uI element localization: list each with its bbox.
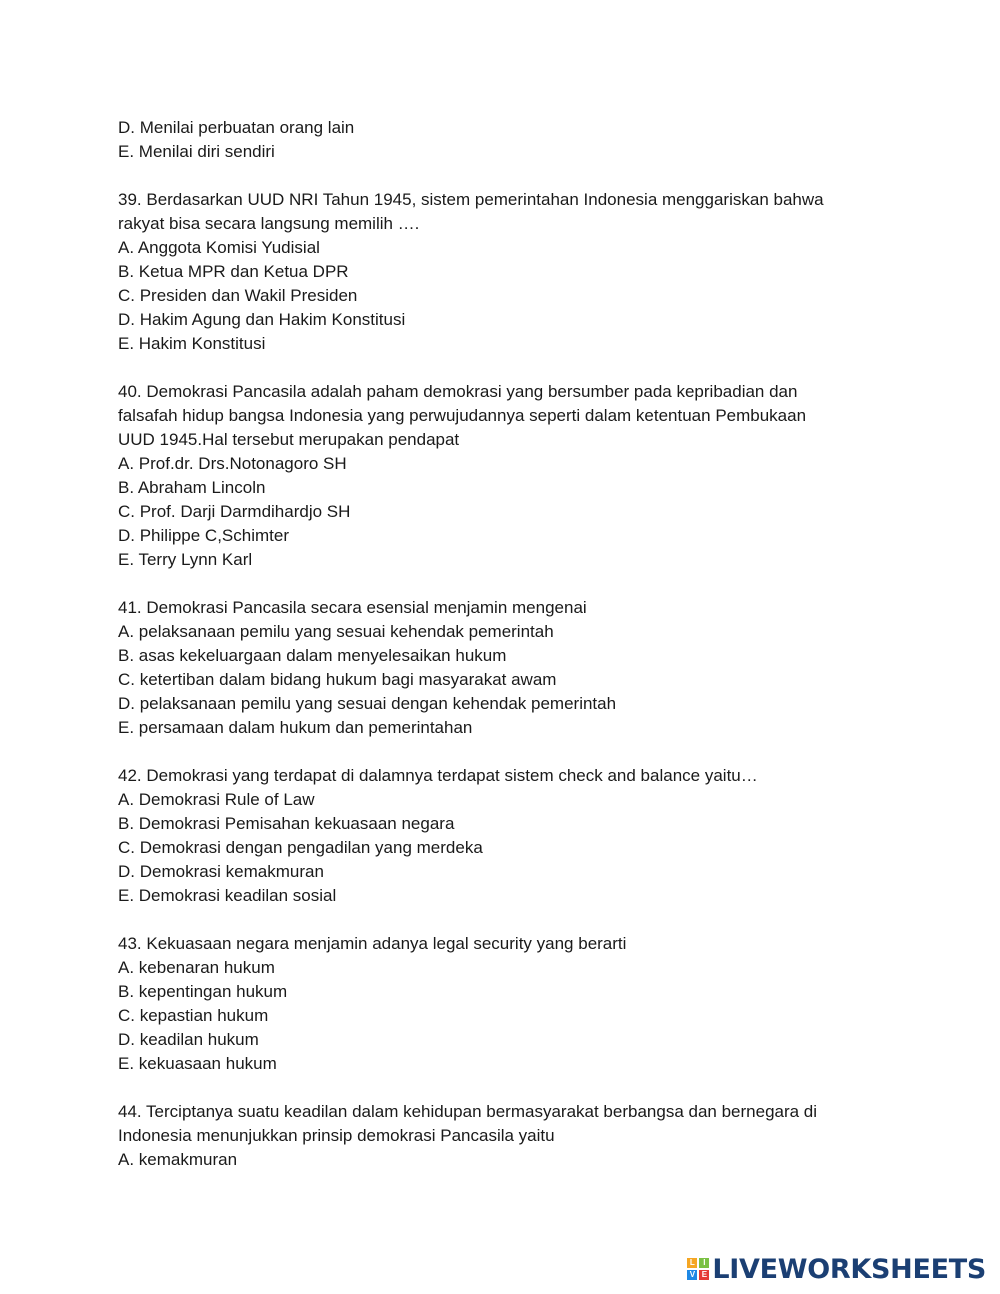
answer-option: D. Hakim Agung dan Hakim Konstitusi [118, 310, 406, 329]
logo-wordmark: LIVEWORKSHEETS [712, 1253, 986, 1285]
answer-option: E. Hakim Konstitusi [118, 334, 266, 353]
answer-option: E. Menilai diri sendiri [118, 142, 275, 161]
answer-option: C. ketertiban dalam bidang hukum bagi masyarakat awam [118, 670, 557, 689]
logo-mark-letter: I [699, 1258, 709, 1268]
question-text-continued: UUD 1945.Hal tersebut merupakan pendapat [118, 430, 460, 449]
question-text: 44. Terciptanya suatu keadilan dalam kehidupan bermasyarakat berbangsa dan bernegara di [118, 1102, 818, 1121]
answer-option: B. Demokrasi Pemisahan kekuasaan negara [118, 814, 455, 833]
answer-option: B. Ketua MPR dan Ketua DPR [118, 262, 349, 281]
question-text: 39. Berdasarkan UUD NRI Tahun 1945, sistem pemerintahan Indonesia menggariskan bahwa [118, 190, 824, 209]
logo-mark-letter: L [687, 1258, 697, 1268]
question-text-continued: Indonesia menunjukkan prinsip demokrasi Pancasila yaitu [118, 1126, 555, 1145]
answer-option: B. asas kekeluargaan dalam menyelesaikan hukum [118, 646, 507, 665]
answer-option: A. kemakmuran [118, 1150, 238, 1169]
question-text-continued: rakyat bisa secara langsung memilih …. [118, 214, 420, 233]
paragraph-gap [118, 356, 878, 380]
paragraph-gap [118, 908, 878, 932]
answer-option: C. Demokrasi dengan pengadilan yang merdeka [118, 838, 483, 857]
answer-option: E. Demokrasi keadilan sosial [118, 886, 337, 905]
question-text: 43. Kekuasaan negara menjamin adanya legal security yang berarti [118, 934, 627, 953]
liveworksheets-logo-icon [687, 1258, 709, 1280]
answer-option: D. keadilan hukum [118, 1030, 259, 1049]
logo-mark-letter: E [699, 1270, 709, 1280]
liveworksheets-logo[interactable] [687, 1253, 986, 1285]
answer-option: A. pelaksanaan pemilu yang sesuai kehendak pemerintah [118, 622, 554, 641]
answer-option: E. persamaan dalam hukum dan pemerintahan [118, 718, 473, 737]
paragraph-gap [118, 164, 878, 188]
worksheet-text [118, 116, 878, 1172]
paragraph-gap [118, 572, 878, 596]
answer-option: B. kepentingan hukum [118, 982, 288, 1001]
answer-option: C. Prof. Darji Darmdihardjo SH [118, 502, 351, 521]
question-text: 41. Demokrasi Pancasila secara esensial menjamin mengenai [118, 598, 587, 617]
answer-option: B. Abraham Lincoln [118, 478, 266, 497]
answer-option: D. Philippe C,Schimter [118, 526, 290, 545]
answer-option: A. kebenaran hukum [118, 958, 275, 977]
paragraph-gap [118, 740, 878, 764]
paragraph-gap [118, 1076, 878, 1100]
answer-option: A. Demokrasi Rule of Law [118, 790, 315, 809]
answer-option: E. kekuasaan hukum [118, 1054, 277, 1073]
answer-option: D. Menilai perbuatan orang lain [118, 118, 355, 137]
question-text: 42. Demokrasi yang terdapat di dalamnya terdapat sistem check and balance yaitu… [118, 766, 758, 785]
answer-option: E. Terry Lynn Karl [118, 550, 253, 569]
answer-option: D. Demokrasi kemakmuran [118, 862, 324, 881]
logo-mark-letter: V [687, 1270, 697, 1280]
question-text: 40. Demokrasi Pancasila adalah paham demokrasi yang bersumber pada kepribadian dan [118, 382, 798, 401]
answer-option: C. kepastian hukum [118, 1006, 269, 1025]
answer-option: C. Presiden dan Wakil Presiden [118, 286, 358, 305]
answer-option: A. Anggota Komisi Yudisial [118, 238, 320, 257]
answer-option: D. pelaksanaan pemilu yang sesuai dengan kehendak pemerintah [118, 694, 617, 713]
question-text-continued: falsafah hidup bangsa Indonesia yang perwujudannya seperti dalam ketentuan Pembukaan [118, 406, 807, 425]
answer-option: A. Prof.dr. Drs.Notonagoro SH [118, 454, 347, 473]
